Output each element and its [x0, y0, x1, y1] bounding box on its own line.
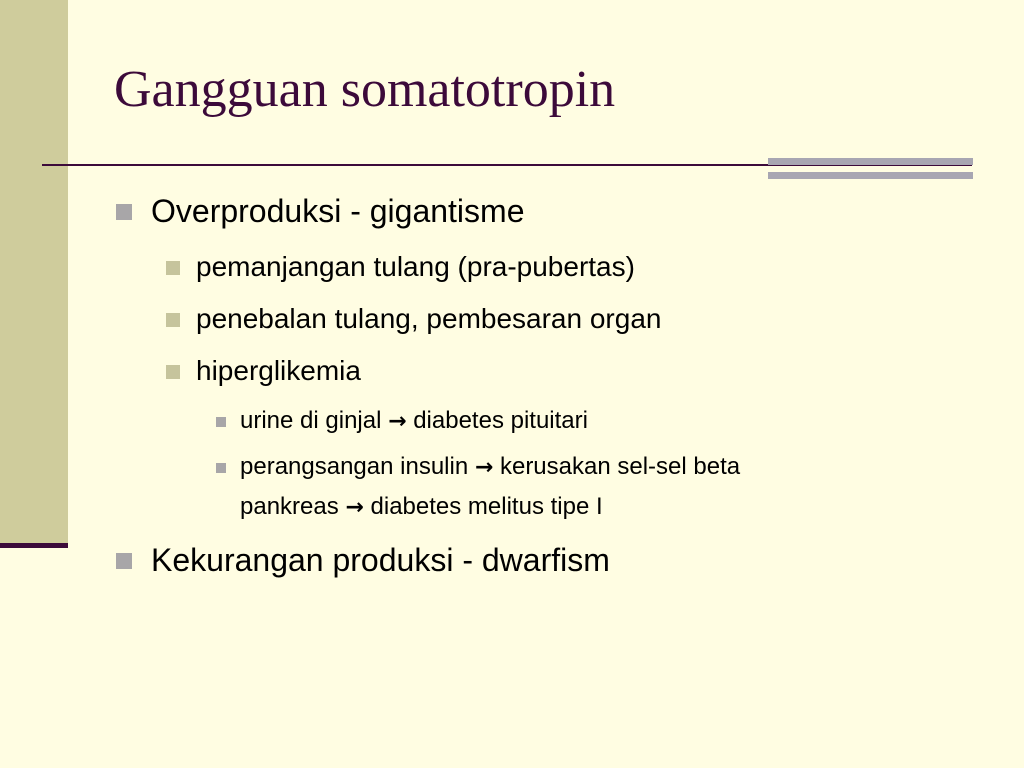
- right-arrow-icon: →: [388, 409, 407, 434]
- bullet-text-part: diabetes melitus tipe I: [370, 493, 603, 520]
- left-accent-bar: [0, 543, 68, 548]
- square-bullet-icon: [166, 313, 180, 327]
- bullet-urine: [240, 407, 588, 436]
- bullet-hiperglikemia: [196, 355, 361, 387]
- right-arrow-icon: →: [345, 495, 364, 520]
- left-decorative-band: [0, 0, 68, 545]
- bullet-penebalan: [196, 303, 661, 335]
- slide-title: Gangguan somatotropin: [114, 61, 616, 118]
- bullet-text-part: diabetes pituitari: [413, 407, 588, 434]
- title-accent-bar-bottom: [768, 172, 973, 179]
- square-bullet-icon: [116, 553, 132, 569]
- bullet-text-part: kerusakan sel-sel beta: [499, 453, 741, 480]
- bullet-text: hiperglikemia: [196, 355, 361, 386]
- bullet-text: Kekurangan produksi - dwarfism: [151, 542, 610, 578]
- bullet-text-part: urine di ginjal: [240, 407, 382, 434]
- bullet-text: pemanjangan tulang (pra-pubertas): [196, 251, 635, 282]
- title-accent-bar-top: [768, 158, 973, 165]
- bullet-pemanjangan: [196, 251, 635, 283]
- square-bullet-icon: [166, 365, 180, 379]
- bullet-text-part: pankreas: [240, 493, 339, 520]
- bullet-kekurangan: [151, 542, 610, 578]
- bullet-text-part: perangsangan insulin: [240, 453, 469, 480]
- square-bullet-icon: [216, 463, 226, 473]
- bullet-overproduksi: [151, 193, 524, 229]
- bullet-perangsangan: [240, 453, 740, 482]
- square-bullet-icon: [116, 204, 132, 220]
- right-arrow-icon: →: [474, 455, 494, 480]
- bullet-text: penebalan tulang, pembesaran organ: [196, 303, 662, 334]
- bullet-perangsangan-continued: [240, 493, 603, 522]
- square-bullet-icon: [216, 417, 226, 427]
- bullet-text: Overproduksi - gigantisme: [151, 193, 525, 229]
- square-bullet-icon: [166, 261, 180, 275]
